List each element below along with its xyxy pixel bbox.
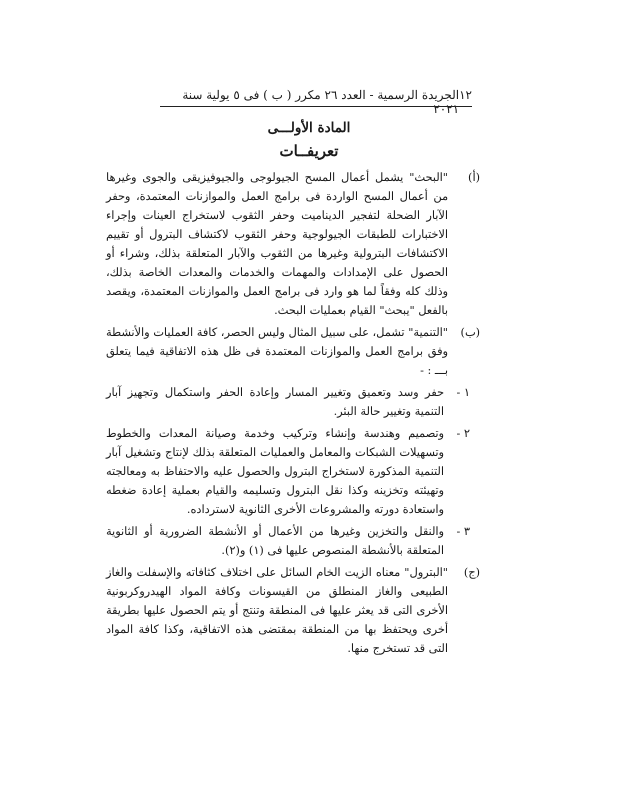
definition-marker: (أ) <box>468 171 480 184</box>
definition-exploration <box>106 168 480 320</box>
page-header <box>160 88 472 116</box>
page-number: ١٢ <box>459 88 472 102</box>
header-divider <box>160 106 472 107</box>
item-text: والنقل والتخزين وغيرها من الأعمال أو الأنشطة الضرورية أو الثانوية المتعلقة بالأنشطة المنصوص عليها فى (١) و(٢). <box>106 525 444 557</box>
definition-marker: (ج) <box>463 566 480 579</box>
definition-text: "البترول" معناه الزيت الخام السائل على اختلاف كثافاته والإسفلت والغاز الطبيعى والغاز المنطلق من القيسونات وكافة المواد الهيدروكربونية الأخرى التى قد يعثر عليها فى المنطقة وتنتج أو يتم الحصول عليها بطريقة أخرى ويحتفظ بها من المنطقة بمقتضى هذه الاتفاقية، وكذا كافة المواد التى قد تستخرج منها. <box>106 566 448 655</box>
item-text: حفر وسد وتعميق وتغيير المسار وإعادة الحفر واستكمال وتجهيز آبار التنمية وتغيير حالة البئر. <box>106 386 444 418</box>
development-item <box>106 383 470 421</box>
definitions-content <box>106 168 480 661</box>
development-item <box>106 522 470 560</box>
issue-line: الجريدة الرسمية - العدد ٢٦ مكرر ( ب ) فى ٥ يولية سنة ٢٠٢١ <box>182 88 460 116</box>
definition-text: "التنمية" تشمل، على سبيل المثال وليس الحصر، كافة العمليات والأنشطة وفق برامج العمل والموازنات المعتمدة فى ظل هذه الاتفاقية فيما يتعلق بـــ : - <box>106 326 448 377</box>
definition-marker: (ب) <box>460 326 480 339</box>
item-marker: ٣ - <box>456 525 470 538</box>
development-item <box>106 424 470 519</box>
item-marker: ٢ - <box>456 427 470 440</box>
article-title: المادة الأولـــى <box>267 120 351 136</box>
article-subtitle: تعريفــات <box>279 142 339 160</box>
definition-petroleum <box>106 563 480 658</box>
definition-text: "البحث" يشمل أعمال المسح الجيولوجى والجيوفيزيقى والجوى وغيرها من أعمال المسح الواردة فى برامج العمل والموازنات المعتمدة، وحفر الآبار الضحلة لتفجير الديناميت وحفر الثقوب لاستخراج العينات وإجراء الاختبارات للطبقات الجيولوجية وحفر الثقوب لاكتشاف البترول أو تقييم الاكتشافات البترولية وغيرها من الثقوب والآبار المتعلقة بذلك، وشراء أو الحصول على الإمدادات والمهمات والخدمات والمعدات الخاصة بذلك، وذلك كله وفقاً لما هو وارد فى برامج العمل والموازنات المعتمدة، ويقصد بالفعل "يبحث" القيام بعمليات البحث. <box>106 171 448 317</box>
item-marker: ١ - <box>456 386 470 399</box>
item-text: وتصميم وهندسة وإنشاء وتركيب وخدمة وصيانة المعدات والخطوط وتسهيلات الشبكات والمعامل والعمليات المتعلقة بذلك لإنتاج وتشغيل آبار التنمية المذكورة لاستخراج البترول والحصول عليه والاحتفاظ به ومعالجته وتهيئته وتخزينه وكذا نقل البترول وتسليمه والقيام بعملية إعادة ضغطه واستعادة دورته والمشروعات الأخرى الثانوية لاسترداده. <box>106 427 444 516</box>
definition-development <box>106 323 480 380</box>
